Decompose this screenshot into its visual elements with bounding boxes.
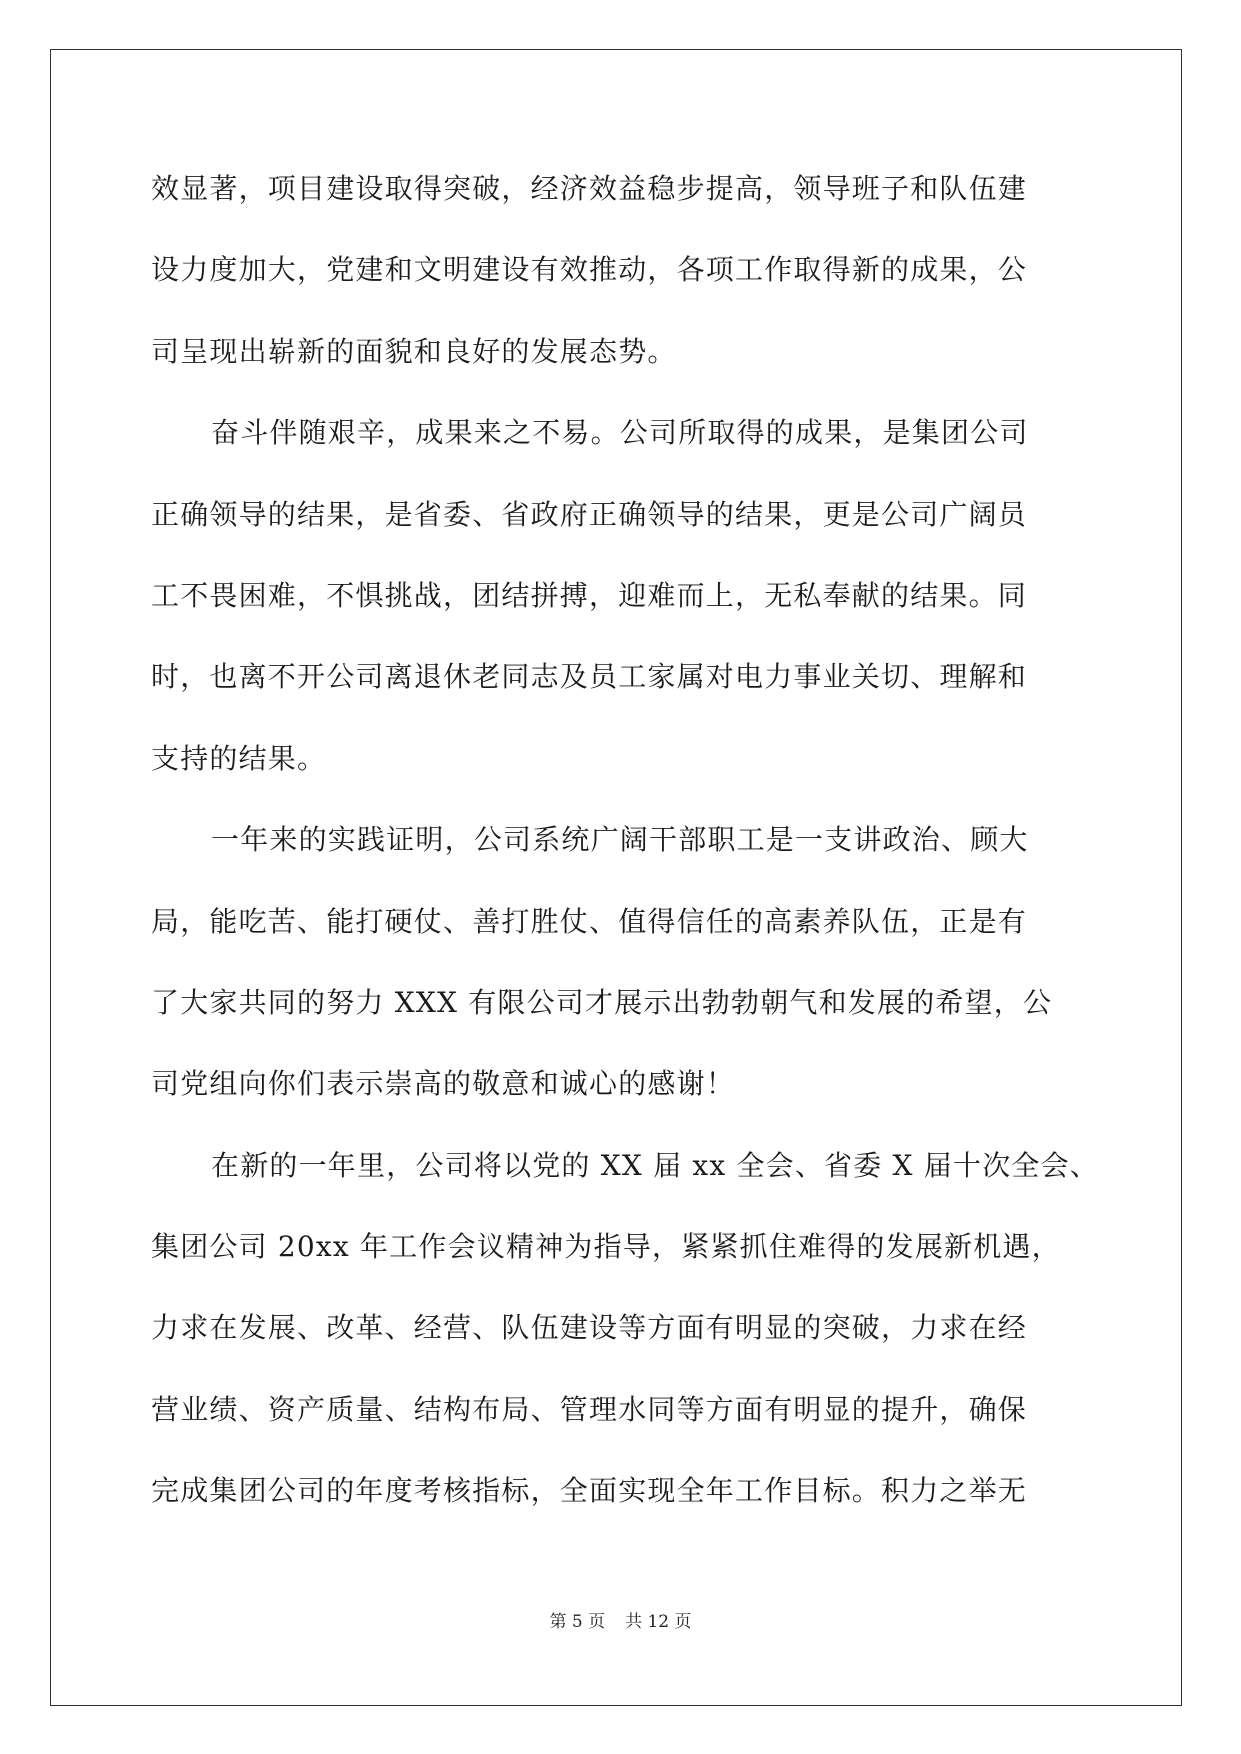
text-line: 司党组向你们表示崇高的敬意和诚心的感谢！	[151, 1067, 736, 1101]
text-line: 了大家共同的努力 XXX 有限公司才展示出勃勃朝气和发展的希望，公	[151, 985, 1053, 1019]
text-line: 设力度加大，党建和文明建设有效推动，各项工作取得新的成果，公	[151, 253, 1028, 287]
text-line: 工不畏困难，不惧挑战，团结拼搏，迎难而上，无私奉献的结果。同	[151, 578, 1028, 612]
text-line: 在新的一年里，公司将以党的 XX 届 xx 全会、省委 X 届十次全会、	[211, 1148, 1099, 1182]
text-line: 一年来的实践证明，公司系统广阔干部职工是一支讲政治、顾大	[211, 823, 1029, 857]
page-number: 第 5 页	[549, 1612, 606, 1632]
text-line: 力求在发展、改革、经营、队伍建设等方面有明显的突破，力求在经	[151, 1311, 1028, 1345]
page-total: 共 12 页	[625, 1612, 692, 1632]
document-body	[151, 160, 1099, 1544]
text-line: 支持的结果。	[151, 741, 327, 775]
text-line: 营业绩、资产质量、结构布局、管理水同等方面有明显的提升，确保	[151, 1392, 1028, 1426]
text-line: 效显著，项目建设取得突破，经济效益稳步提高，领导班子和队伍建	[151, 172, 1028, 205]
text-line: 奋斗伴随艰辛，成果来之不易。公司所取得的成果，是集团公司	[211, 416, 1029, 450]
text-line: 正确领导的结果，是省委、省政府正确领导的结果，更是公司广阔员	[151, 497, 1028, 531]
text-line: 司呈现出崭新的面貌和良好的发展态势。	[151, 334, 677, 368]
text-line: 完成集团公司的年度考核指标，全面实现全年工作目标。积力之举无	[151, 1474, 1028, 1508]
text-line: 局，能吃苦、能打硬仗、善打胜仗、值得信任的高素养队伍，正是有	[151, 904, 1028, 938]
text-line: 时，也离不开公司离退休老同志及员工家属对电力事业关切、理解和	[151, 660, 1028, 694]
page-footer	[0, 1611, 1241, 1633]
text-line: 集团公司 20xx 年工作会议精神为指导，紧紧抓住难得的发展新机遇，	[151, 1230, 1061, 1264]
